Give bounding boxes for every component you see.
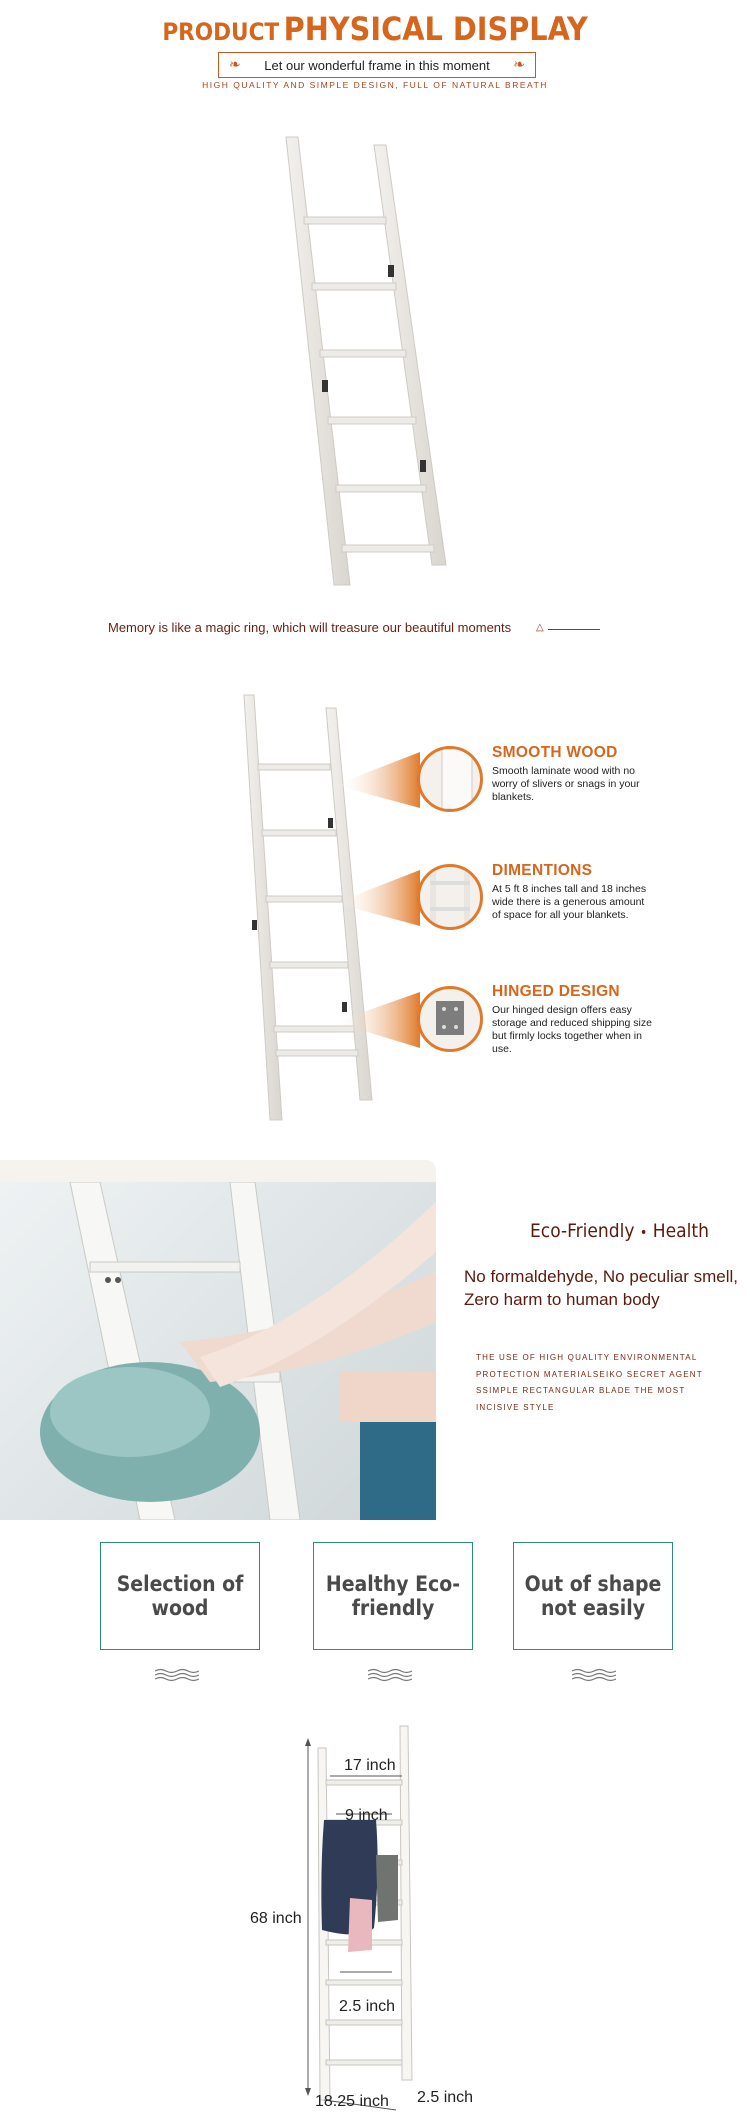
eco-description: THE USE OF HIGH QUALITY ENVIRONMENTAL PROTECTION MATERIALSEIKO SECRET AGENT SSIMPLE RECTANGULAR BLADE THE MOST INCISIVE STYLE: [476, 1353, 703, 1412]
eco-title-b: Health: [652, 1220, 709, 1242]
feature-text-dimensions: At 5 ft 8 inches tall and 18 inches wide there is a generous amount of space for all your blankets.: [492, 883, 647, 921]
banner-text: Let our wonderful frame in this moment: [264, 57, 490, 73]
leaf-icon: ❧: [513, 56, 525, 72]
memory-text: Memory is like a magic ring, which will treasure our beautiful moments: [108, 620, 512, 635]
dim-depth: 2.5 inch: [417, 2089, 474, 2106]
divider-line: [548, 629, 600, 630]
box-out-of-shape: Out of shape not easily: [513, 1542, 673, 1650]
title-small: PRODUCT: [162, 18, 280, 46]
tagline-banner: [218, 52, 536, 78]
feature-title-dimensions: DIMENTIONS: [492, 862, 593, 879]
wave-icon: [368, 1668, 412, 1682]
page-title: [0, 10, 750, 48]
ladder-dimension-diagram: [300, 1720, 450, 2115]
wave-icon: [572, 1668, 616, 1682]
dim-base-width: 18.25 inch: [315, 2093, 389, 2110]
wave-icon: [155, 1668, 199, 1682]
ladder-product-image: [250, 125, 500, 595]
smooth-wood-detail-circle: [417, 746, 483, 812]
box-selection-of-wood: Selection of wood: [100, 1542, 260, 1650]
triangle-icon: △: [536, 622, 544, 633]
header-subtitle: HIGH QUALITY AND SIMPLE DESIGN, FULL OF NATURAL BREATH: [202, 80, 548, 90]
section-background: [0, 1160, 436, 1182]
feature-title-hinged: HINGED DESIGN: [492, 983, 620, 1000]
hinged-detail-circle: [417, 986, 483, 1052]
dim-height: 68 inch: [250, 1910, 302, 1927]
dim-top-width: 17 inch: [344, 1757, 396, 1774]
dim-inner-width: 9 inch: [345, 1807, 388, 1824]
feature-text-hinged: Our hinged design offers easy storage and reduced shipping size but firmly locks together when in use.: [492, 1004, 652, 1055]
leaf-icon: ❧: [229, 56, 241, 72]
title-big: PHYSICAL DISPLAY: [283, 10, 588, 48]
eco-title-a: Eco-Friendly: [530, 1220, 635, 1242]
eco-heading: No formaldehyde, No peculiar smell, Zero harm to human body: [464, 1267, 739, 1309]
eco-title: [530, 1220, 709, 1242]
dimensions-detail-circle: [417, 864, 483, 930]
feature-text-smooth-wood: Smooth laminate wood with no worry of slivers or snags in your blankets.: [492, 765, 640, 803]
box-healthy-eco-friendly: Healthy Eco-friendly: [313, 1542, 473, 1650]
lifestyle-photo: [0, 1182, 436, 1520]
eco-title-sep: •: [639, 1225, 648, 1241]
dim-rung-gap: 2.5 inch: [339, 1998, 396, 2015]
feature-title-smooth-wood: SMOOTH WOOD: [492, 744, 618, 761]
